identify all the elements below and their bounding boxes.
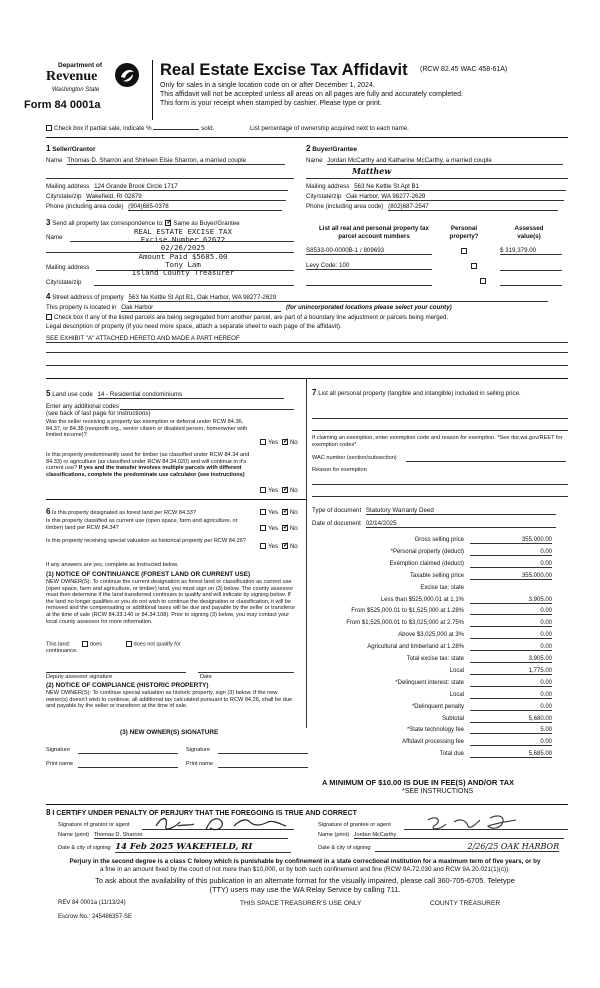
notice-continuance-text: NEW OWNER(S): To continue the current designation as forest land or classification as current use (open space, farm and agriculture, or timber) land, you must sign on (3) below. The county assessor must then determine if the land transferred continues to qualify and will indicate by signing below. If the land no longer qualifies or you do not wish to continue the designation or classification, it will be removed and the compensating or additional taxes will be due and payable by the seller or transferor at the time of sale (RCW 84.33.140 or 84.34.108). Prior to signing (3) below, you may contact your local county assessor for more information.: [46, 579, 296, 625]
exemption-reason-label: Reason for exemption: [312, 467, 367, 473]
seller-phone-field[interactable]: (904)685-0378: [128, 203, 282, 211]
grantor-date-row: [58, 842, 291, 853]
notice-compliance-text: NEW OWNER(S): To continue special valuation as historic property, sign (3) below. If the new owner(s) doesn't wish to continue, all additional tax calculated pursuant to RCW 84.26, shall be due and payable by the seller or transferor at the time of sale.: [46, 690, 293, 710]
calc-label: Less than $525,000.01 at 1.1%: [380, 596, 464, 603]
q6c-no-checkbox[interactable]: [282, 543, 288, 549]
accessibility-line-1: To ask about the availability of this publication in an alternate format for the visually impaired, please call 360-705-6705. Teletype: [95, 876, 515, 885]
treasurer-use-only: THIS SPACE TREASURER'S USE ONLY: [240, 900, 362, 907]
calc-value[interactable]: 1,775.00: [470, 668, 552, 675]
q1-yes-label: Yes: [268, 439, 279, 446]
calc-label: Local: [449, 667, 464, 674]
located-in-row: [46, 304, 452, 312]
assessed-header-line-2: value(s): [517, 232, 541, 240]
document-date-label: Date of document: [312, 520, 361, 527]
correspondence-mail-label: Mailing address: [46, 264, 90, 271]
buyer-phone-field[interactable]: (802)687-2547: [388, 203, 558, 211]
grantor-date-label: Date & city of signing: [58, 845, 111, 851]
document-type-row: [312, 507, 556, 515]
document-date-field[interactable]: 02/14/2025: [366, 520, 556, 528]
section-3-text: Send all property tax correspondence to:: [52, 220, 164, 227]
personal-property-checkbox-2[interactable]: [471, 263, 477, 269]
levy-code-field[interactable]: Levy Code: 100: [306, 262, 432, 270]
calc-value[interactable]: 0.00: [470, 680, 552, 687]
calc-label: *Delinquent interest: state: [395, 679, 464, 686]
segregation-label: Check box if any of the listed parcels are being segregated from another parcel, are part of a boundary line adjustment or parcels being merged.: [54, 314, 449, 321]
grantor-name-label: Name (print): [58, 832, 90, 838]
section-2-number: 2: [306, 144, 311, 153]
calc-value[interactable]: 5.00: [470, 727, 552, 734]
land-use-code-field[interactable]: 14 - Residential condominiums: [98, 391, 284, 399]
segregation-checkbox[interactable]: [46, 314, 52, 320]
answers-yes-note: If any answers are yes, complete as instructed below.: [46, 562, 179, 568]
q2-no-label: No: [289, 487, 298, 494]
street-address-field[interactable]: 563 Ne Kettle St Apt B1, Oak Harbor, WA 98277-2629: [128, 294, 548, 302]
section-6-number: 6: [46, 507, 51, 516]
legal-description-field[interactable]: SEE EXHIBIT "A" ATTACHED HERETO AND MADE A PART HEREOF: [46, 335, 568, 343]
partial-sale-pct-field[interactable]: [153, 123, 199, 130]
calc-label: Above $3,025,000 at 3%: [398, 632, 464, 639]
section-2-title: Buyer/Grantee: [312, 146, 357, 153]
grantor-signature-image: [150, 812, 290, 834]
segregation-row: [46, 314, 570, 321]
owner-print-label-2: Print name: [186, 761, 214, 767]
exemption-deferral-question: Was the seller receiving a property tax exemption or deferral under RCW 84.36, 84.37, or 84.38 (nonprofit org., senior citizen or disabled person, homeowner with limited income)?: [46, 419, 248, 439]
section-5-number: 5: [46, 389, 51, 398]
page-title: Real Estate Excise Tax Affidavit: [160, 61, 408, 79]
calc-label: From $1,525,000.01 to $3,025,000 at 2.75%: [346, 620, 464, 627]
correspondence-name-label: Name: [46, 234, 63, 241]
sold-label: sold.: [201, 125, 215, 132]
parcel-number-field[interactable]: S8533-00-0000B-1 / 809693: [306, 247, 432, 255]
calc-label: Excise tax: state: [420, 584, 464, 591]
personal-header-line-1: Personal: [450, 225, 478, 232]
section-5-land-use-row: [46, 389, 284, 399]
grantee-signature-label: Signature of grantee or agent: [318, 822, 391, 828]
same-as-buyer-checkbox[interactable]: [165, 220, 171, 226]
additional-codes-label: [46, 403, 151, 417]
calc-value[interactable]: 0.00: [470, 739, 552, 746]
calc-value[interactable]: 0.00: [470, 632, 552, 639]
calc-value[interactable]: 0.00: [470, 608, 552, 615]
calc-value[interactable]: 5,685.00: [470, 751, 552, 758]
q2-no-checkbox[interactable]: [282, 487, 288, 493]
q1-no-checkbox[interactable]: [282, 439, 288, 445]
calc-value[interactable]: 0.00: [470, 620, 552, 627]
land-use-label: Land use code: [52, 391, 93, 398]
historic-question: Is this property receiving special valuation as historical property per RCW 84.26?: [46, 538, 246, 544]
minimum-due-note: A MINIMUM OF $10.00 IS DUE IN FEE(S) AND/OR TAX: [322, 778, 515, 787]
grantor-signature-label: Signature of grantor or agent: [58, 822, 130, 828]
section-7-heading: [312, 389, 566, 398]
q6c-yes-no: [260, 543, 298, 550]
calc-value[interactable]: 0.00: [470, 704, 552, 711]
owner-signature-label-1: Signature: [46, 747, 70, 753]
timber-question-text: Is this property predominantly used for timber (as classified under RCW 84.34 and 84.33) or agriculture (as classified under RCW 84.34.020) and will continue in it's current use?: [46, 452, 250, 472]
stamp-line-5: Tony Lam: [165, 259, 201, 269]
correspondence-city-label: City/state/zip: [46, 279, 82, 286]
grantee-name-field[interactable]: Jordan McCarthy: [354, 832, 564, 839]
q6a-yes-label: Yes: [268, 509, 279, 516]
q1-no-label: No: [289, 439, 298, 446]
section-2-heading: [306, 144, 357, 153]
dept-line2: Revenue: [46, 69, 98, 84]
calc-label: Total excise tax: state: [406, 656, 464, 662]
partial-sale-checkbox[interactable]: [46, 125, 52, 131]
owner-signature-label-2: Signature: [186, 747, 210, 753]
section-7-text: List all personal property (tangible and intangible) included in selling price.: [318, 390, 521, 397]
revenue-logo: [22, 60, 150, 120]
seller-name-label: Name: [46, 157, 63, 164]
section-3-number: 3: [46, 218, 51, 227]
does-label: does: [89, 641, 102, 648]
grantor-name-field[interactable]: Thomas D. Sharron: [94, 832, 288, 839]
grantee-date-row: [318, 842, 559, 852]
parcel-header-line-1: List all real and personal property tax: [318, 225, 430, 232]
timber-agriculture-question: [46, 452, 258, 478]
section-4-address-row: [46, 292, 548, 302]
calc-label: From $525,000.01 to $1,525,000 at 1.28%: [351, 608, 464, 615]
calc-label: Subtotal: [441, 715, 464, 722]
buyer-name-field[interactable]: Jordan McCarthy and Katharine McCarthy, a married couple: [327, 157, 563, 165]
revenue-swirl-icon: [114, 62, 140, 88]
located-in-label: This property is located in: [46, 304, 117, 311]
seller-city-field[interactable]: Wakefield, RI 02879: [86, 193, 286, 201]
q6a-yes-no: [260, 509, 298, 516]
calc-label: Gross selling price: [414, 537, 464, 543]
forest-land-text: Is this property designated as forest land per RCW 84.33?: [52, 510, 196, 516]
dept-line1: Department of: [58, 62, 103, 69]
calc-value[interactable]: 0.00: [470, 692, 552, 699]
see-instructions-note: *SEE INSTRUCTIONS: [402, 788, 474, 795]
grantee-date-label: Date & city of signing: [318, 845, 371, 851]
buyer-mail-row: [306, 183, 566, 191]
q6c-yes-checkbox[interactable]: [260, 543, 266, 549]
q2-yes-no: [260, 487, 298, 494]
grantor-name-row: [58, 832, 288, 839]
stamp-line-1: REAL ESTATE EXCISE TAX: [134, 227, 232, 236]
county-treasurer-label: COUNTY TREASURER: [430, 900, 501, 907]
grantee-name-label: Name (print): [318, 832, 350, 838]
assessed-header-line-1: Assessed: [514, 225, 544, 232]
deputy-signature-label: Deputy assessor signature: [46, 674, 113, 680]
wac-number-label: WAC number (section/subsection): [312, 455, 397, 461]
does-not-label: does not qualify for: [133, 641, 181, 648]
qualify-row: [46, 641, 181, 647]
document-date-row: [312, 520, 556, 528]
q6a-no-label: No: [289, 509, 298, 516]
section-1-number: 1: [46, 144, 51, 153]
assessed-value-header: [494, 225, 564, 240]
q6c-yes-label: Yes: [268, 543, 279, 550]
grantee-name-row: [318, 832, 564, 839]
seller-mail-row: [46, 183, 288, 191]
escrow-number: Escrow No.: 245486357-SE: [58, 914, 133, 920]
calc-value[interactable]: 3,905.00: [470, 597, 552, 604]
same-as-buyer-label: Same as Buyer/Grantee: [173, 220, 240, 227]
does-not-qualify-checkbox[interactable]: [126, 641, 132, 647]
calc-label: Agricultural and timberland at 1.28%: [367, 644, 464, 651]
legal-description-label: Legal description of property (if you need more space, attach a separate sheet to each page of the affidavit).: [46, 323, 342, 330]
buyer-name-row: [306, 157, 568, 165]
located-in-field[interactable]: Oak Harbor: [121, 304, 281, 312]
seller-mail-label: Mailing address: [46, 183, 90, 190]
seller-mail-field[interactable]: 124 Grande Brook Circle 1717: [94, 183, 288, 191]
calc-value[interactable]: 0.00: [470, 549, 552, 556]
additional-codes-line-1: Enter any additional codes: [46, 403, 119, 410]
calc-label: *Delinquent penalty: [411, 703, 464, 710]
calc-value[interactable]: 0.00: [470, 561, 552, 568]
q2-yes-checkbox[interactable]: [260, 487, 266, 493]
additional-codes-line-2: (see back of last page for instructions): [46, 410, 151, 417]
q6b-yes-no: [260, 525, 298, 532]
new-owner-signature-title: (3) NEW OWNER(S) SIGNATURE: [120, 729, 219, 736]
street-address-label: Street address of property: [52, 294, 124, 301]
q6c-no-label: No: [289, 543, 298, 550]
section-7-number: 7: [312, 388, 317, 397]
q6a-no-checkbox[interactable]: [282, 509, 288, 515]
q6a-yes-checkbox[interactable]: [260, 509, 266, 515]
owner-print-label-1: Print name: [46, 761, 74, 767]
buyer-phone-row: [306, 203, 558, 211]
dept-line3: Washington State: [52, 87, 100, 93]
personal-header-line-2: property?: [449, 232, 479, 240]
accessibility-note: [40, 876, 570, 894]
buyer-mail-label: Mailing address: [306, 183, 350, 190]
buyer-city-label: City/state/zip: [306, 193, 342, 200]
unincorporated-note: (for unincorporated locations please select your county): [285, 304, 452, 311]
exemption-claim-note: If claiming an exemption, enter exemption code and reason for exemption. *See dor.wa.gov/REET for exemption codes*: [312, 435, 563, 448]
document-type-field[interactable]: Statutory Warranty Deed: [366, 507, 556, 515]
stamp-line-4: Amount Paid $5685.00: [138, 251, 228, 261]
section-1-heading: [46, 144, 96, 153]
rcw-reference: (RCW 82.45 WAC 458-61A): [420, 66, 508, 73]
seller-name-row: [46, 157, 294, 165]
calc-value[interactable]: 355,000.00: [470, 537, 552, 544]
buyer-name-label: Name: [306, 157, 323, 164]
timber-question-bold: If yes and the transfer involves multiple parcels with different classifications, complete the predominate use calculator (see instructions): [46, 465, 245, 478]
seller-phone-row: [46, 203, 282, 211]
revision-code: REV 84 0001a (11/13/24): [58, 900, 126, 906]
parcel-header: [304, 225, 444, 240]
calc-label: Affidavit processing fee: [402, 739, 464, 746]
grantee-date-field[interactable]: 2/26/25 OAK HARBOR: [375, 842, 559, 852]
calc-label: Total due: [439, 751, 464, 758]
calc-value[interactable]: 3,905.00: [470, 656, 552, 663]
header-note-3: This form is your receipt when stamped by cashier. Please type or print.: [160, 100, 382, 107]
q6b-yes-checkbox[interactable]: [260, 525, 266, 531]
section-3-heading: [46, 218, 240, 227]
seller-name-field[interactable]: Thomas D. Sharron and Shirleen Elsie Sharron, a married couple: [67, 157, 285, 165]
stamp-line-3: 02/26/2025: [160, 243, 206, 253]
stamp-line-2: Excise Number 62672: [140, 235, 226, 245]
calc-value[interactable]: 355,000.00: [470, 573, 552, 580]
deputy-date-label: Date: [200, 674, 212, 680]
buyer-name-handwritten-insert: Matthew: [352, 166, 392, 176]
current-use-question: Is this property classified as current use (open space, farm and agriculture, or timber) land per RCW 84.34?: [46, 518, 238, 531]
grantee-signature-image: [420, 812, 530, 834]
q2-yes-label: Yes: [268, 487, 279, 494]
perjury-line-1: Perjury in the second degree is a class C felony which is punishable by confinement in a state correctional institution for a maximum term of five years, or by: [69, 858, 541, 865]
q6b-no-checkbox[interactable]: [282, 525, 288, 531]
certify-text: I CERTIFY UNDER PENALTY OF PERJURY THAT THE FOREGOING IS TRUE AND CORRECT: [52, 810, 357, 817]
parcel-header-line-2: parcel account numbers: [338, 232, 410, 240]
perjury-warning: [40, 858, 570, 873]
buyer-phone-label: Phone (including area code): [306, 203, 384, 210]
treasurer-stamp: [98, 228, 268, 277]
continuance-label: continuance.: [46, 648, 78, 654]
seller-city-label: City/state/zip: [46, 193, 82, 200]
this-land-label: This land:: [46, 641, 71, 648]
document-type-label: Type of document: [312, 507, 362, 514]
calc-label: Local: [449, 691, 464, 698]
partial-sale-row: [46, 123, 566, 132]
accessibility-line-2: (TTY) users may use the WA Relay Service by calling 711.: [209, 885, 401, 894]
does-qualify-checkbox[interactable]: [82, 641, 88, 647]
section-4-number: 4: [46, 292, 51, 301]
calc-value[interactable]: 0.00: [470, 644, 552, 651]
q1-yes-no: [260, 439, 298, 446]
seller-city-row: [46, 193, 286, 201]
buyer-city-row: [306, 193, 564, 201]
buyer-mail-field[interactable]: 563 Ne Kettle St Apt B1: [354, 183, 566, 191]
q6b-no-label: No: [289, 525, 298, 532]
buyer-city-field[interactable]: Oak Harbor, WA 98277-2629: [346, 193, 564, 201]
personal-property-checkbox-3[interactable]: [480, 278, 486, 284]
header-note-2: This affidavit will not be accepted unless all areas on all pages are fully and accurately completed.: [160, 91, 463, 98]
calc-value[interactable]: 5,680.00: [470, 716, 552, 723]
section-8-number: 8: [46, 808, 51, 817]
section-1-title: Seller/Grantor: [52, 146, 96, 153]
partial-sale-label: Check box if partial sale, indicate %: [54, 125, 152, 132]
assessed-value-field[interactable]: $ 319,379.00: [500, 247, 562, 255]
notice-continuance-title: (1) NOTICE OF CONTINUANCE (FOREST LAND OR CURRENT USE): [46, 571, 251, 578]
calc-label: *Personal property (deduct): [390, 548, 464, 555]
q1-yes-checkbox[interactable]: [260, 439, 266, 445]
stamp-line-6: Island County Treasurer: [131, 268, 235, 278]
form-number: Form 84 0001a: [24, 99, 101, 111]
calc-label: Taxable selling price: [409, 572, 464, 579]
seller-phone-label: Phone (including area code): [46, 203, 124, 210]
calc-label: Exemption claimed (deduct): [389, 560, 464, 567]
grantor-date-field[interactable]: 14 Feb 2025 WAKEFIELD, RI: [115, 842, 291, 853]
forest-land-question: [46, 507, 256, 516]
header-note-1: Only for sales in a single location code on or after December 1, 2024.: [160, 82, 375, 89]
perjury-line-2: a fine in an amount fixed by the court of not more than $10,000, or by both such confinement and fine (RCW 9A.72.030 and RCW 9A.20.021(1)(c)).: [100, 865, 510, 873]
personal-property-header: [444, 225, 484, 240]
calc-label: *State technology fee: [406, 727, 464, 734]
personal-property-checkbox-1[interactable]: [461, 248, 467, 254]
list-percentage-note: List percentage of ownership acquired next to each name.: [249, 125, 409, 132]
notice-compliance-title: (2) NOTICE OF COMPLIANCE (HISTORIC PROPERTY): [46, 682, 209, 689]
q6b-yes-label: Yes: [268, 525, 279, 532]
